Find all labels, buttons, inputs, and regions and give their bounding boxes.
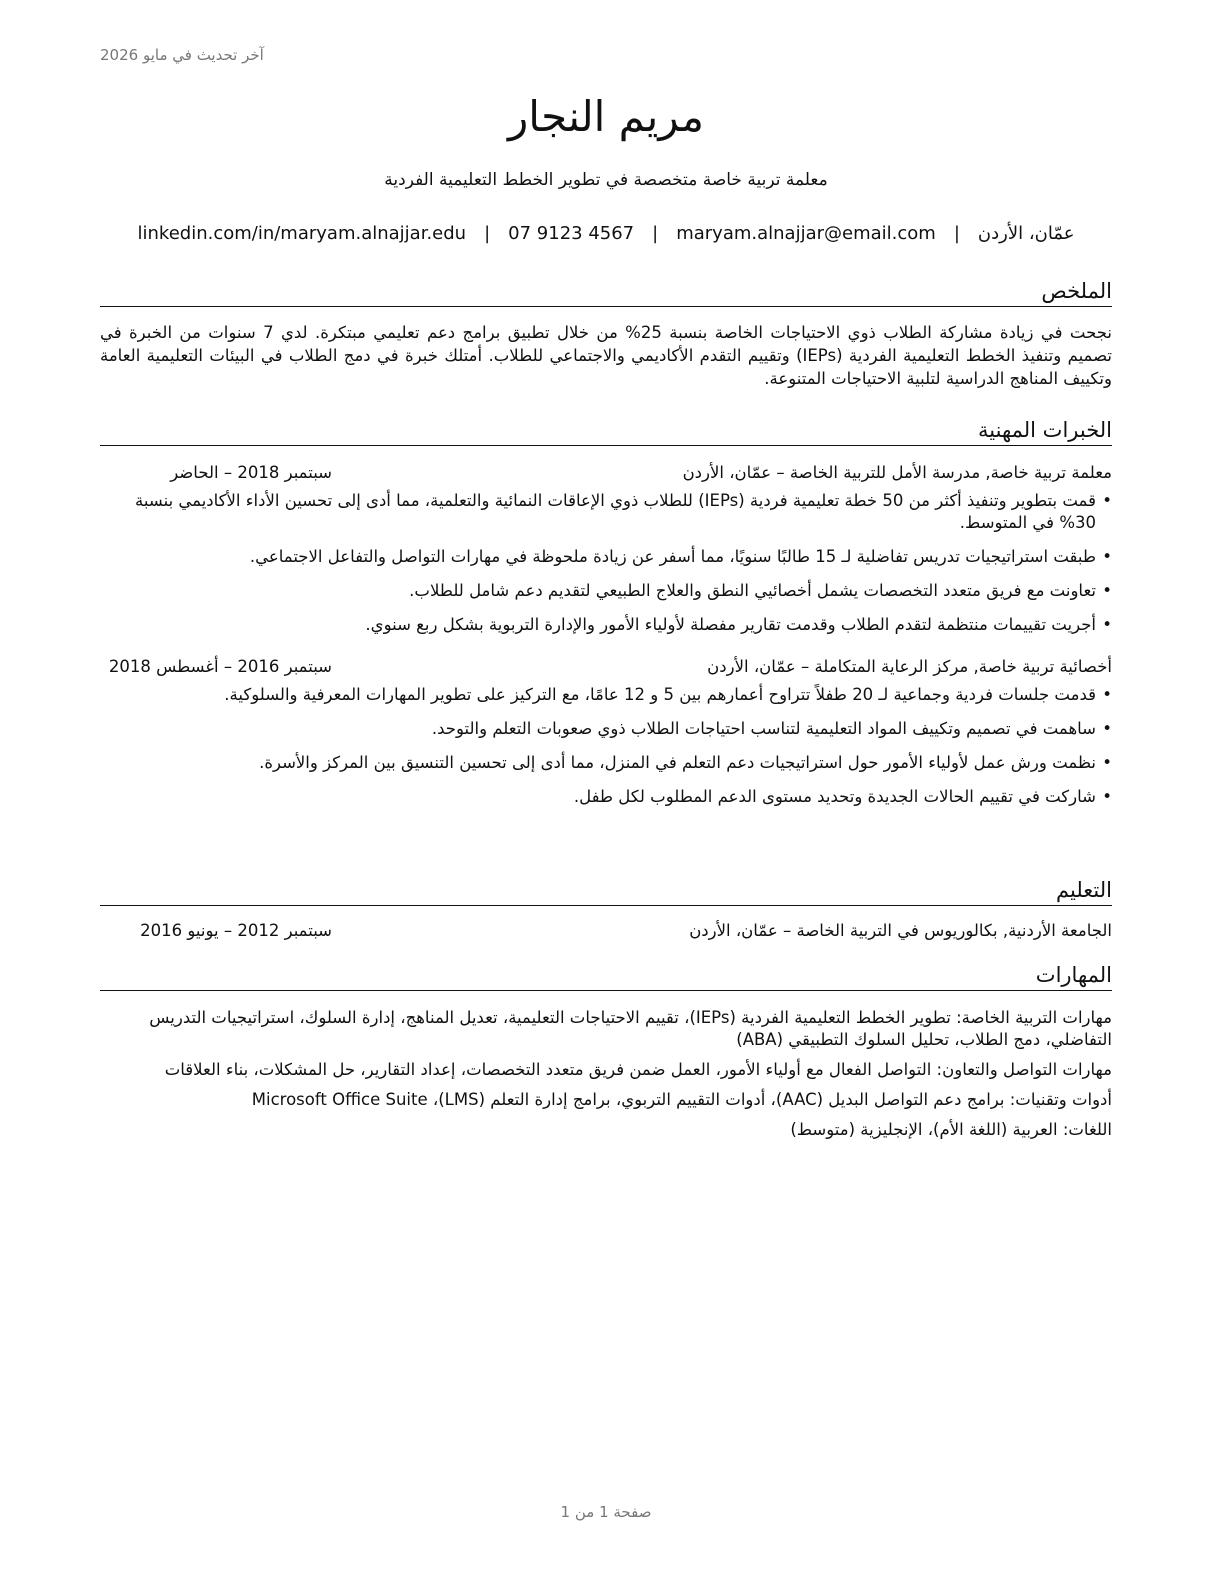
- job-bullet: • طبقت استراتيجيات تدريس تفاضلية لـ 15 طالبًا سنويًا، مما أسفر عن زيادة ملحوظة في مهارات التواصل والتفاعل الاجتماعي.: [100, 546, 1112, 568]
- summary-section: [100, 277, 1112, 390]
- job-entry: [100, 462, 1112, 636]
- contact-linkedin[interactable]: linkedin.com/in/maryam.alnajjar.edu: [137, 223, 467, 244]
- education-dates: سبتمبر 2012 – يونيو 2016: [140, 921, 332, 940]
- job-entry: [100, 656, 1112, 808]
- education-section: [100, 876, 1112, 942]
- job-bullets: [100, 490, 1112, 636]
- experience-title: الخبرات المهنية: [100, 416, 1112, 446]
- candidate-name: مريم النجار: [508, 92, 704, 141]
- contact-separator: |: [484, 223, 491, 244]
- education-title: التعليم: [100, 876, 1112, 906]
- experience-section: [100, 416, 1112, 820]
- contact-separator: |: [652, 223, 659, 244]
- skill-line: اللغات: العربية (اللغة الأم)، الإنجليزية (متوسط): [790, 1120, 1112, 1139]
- job-bullet: • قدمت جلسات فردية وجماعية لـ 20 طفلاً تتراوح أعمارهم بين 5 و 12 عامًا، مع التركيز على تطوير المهارات المعرفية والسلوكية.: [100, 684, 1112, 706]
- education-entry: [100, 920, 1112, 942]
- job-bullet: • أجريت تقييمات منتظمة لتقدم الطلاب وقدمت تقارير مفصلة لأولياء الأمور والإدارة التربوية بشكل ربع سنوي.: [100, 614, 1112, 636]
- skills-section: [100, 961, 1112, 1149]
- contact-email[interactable]: maryam.alnajjar@email.com: [676, 223, 936, 244]
- job-bullets: [100, 684, 1112, 808]
- education-heading: الجامعة الأردنية, بكالوريوس في التربية الخاصة – عمّان، الأردن: [689, 921, 1112, 940]
- skill-line: مهارات التواصل والتعاون: التواصل الفعال مع أولياء الأمور، العمل ضمن فريق متعدد التخصصات، إعداد التقارير، حل المشكلات، بناء العلاقات: [164, 1060, 1112, 1079]
- contact-separator: |: [953, 223, 960, 244]
- job-title: معلمة تربية خاصة, مدرسة الأمل للتربية الخاصة – عمّان، الأردن: [682, 463, 1112, 482]
- job-header: [100, 462, 1112, 484]
- job-dates: سبتمبر 2018 – الحاضر: [170, 463, 332, 482]
- summary-text: نجحت في زيادة مشاركة الطلاب ذوي الاحتياجات الخاصة بنسبة 25% من خلال تطبيق برامج دعم تعليمي مبتكرة. لدي 7 سنوات من الخبرة في تصميم وتنفيذ الخطط التعليمية الفردية (IEPs) وتقييم التقدم الأكاديمي والاجتماعي للطلاب. أمتلك خبرة في دمج الطلاب في البيئات التعليمية العامة وتكييف المناهج الدراسية لتلبية الاحتياجات المتنوعة.: [100, 323, 1112, 388]
- job-bullet: • شاركت في تقييم الحالات الجديدة وتحديد مستوى الدعم المطلوب لكل طفل.: [100, 786, 1112, 808]
- job-bullet: • نظمت ورش عمل لأولياء الأمور حول استراتيجيات دعم التعلم في المنزل، مما أدى إلى تحسين التنسيق بين المركز والأسرة.: [100, 752, 1112, 774]
- candidate-subtitle: معلمة تربية خاصة متخصصة في تطوير الخطط التعليمية الفردية: [384, 170, 828, 190]
- contact-location: عمّان، الأردن: [977, 223, 1075, 244]
- contact-phone[interactable]: 07 9123 4567: [508, 223, 635, 244]
- job-bullet: • ساهمت في تصميم وتكييف المواد التعليمية لتناسب احتياجات الطلاب ذوي صعوبات التعلم والتوحد.: [100, 718, 1112, 740]
- job-header: [100, 656, 1112, 678]
- job-dates: سبتمبر 2016 – أغسطس 2018: [108, 657, 332, 676]
- skill-line: مهارات التربية الخاصة: تطوير الخطط التعليمية الفردية (IEPs)، تقييم الاحتياجات التعليمية، تعديل المناهج، إدارة السلوك، استراتيجيات التدريس التفاضلي، دمج الطلاب، تحليل السلوك التطبيقي (ABA): [149, 1008, 1112, 1049]
- last-updated: آخر تحديث في مايو 2026: [100, 46, 264, 64]
- contact-line: [100, 223, 1112, 244]
- job-bullet: • قمت بتطوير وتنفيذ أكثر من 50 خطة تعليمية فردية (IEPs) للطلاب ذوي الإعاقات النمائية والتعلمية، مما أدى إلى تحسين الأداء الأكاديمي بنسبة 30% في المتوسط.: [100, 490, 1112, 534]
- resume-page: [100, 0, 1112, 1584]
- skills-title: المهارات: [100, 961, 1112, 991]
- page-number: صفحة 1 من 1: [560, 1503, 652, 1521]
- job-bullet: • تعاونت مع فريق متعدد التخصصات يشمل أخصائيي النطق والعلاج الطبيعي لتقديم دعم شامل للطلاب.: [100, 580, 1112, 602]
- skills-list: [100, 1007, 1112, 1141]
- summary-title: الملخص: [100, 277, 1112, 307]
- skill-line: أدوات وتقنيات: برامج دعم التواصل البديل (AAC)، أدوات التقييم التربوي، برامج إدارة التعلم (LMS)، Microsoft Office Suite: [251, 1090, 1112, 1109]
- job-title: أخصائية تربية خاصة, مركز الرعاية المتكاملة – عمّان، الأردن: [707, 657, 1112, 676]
